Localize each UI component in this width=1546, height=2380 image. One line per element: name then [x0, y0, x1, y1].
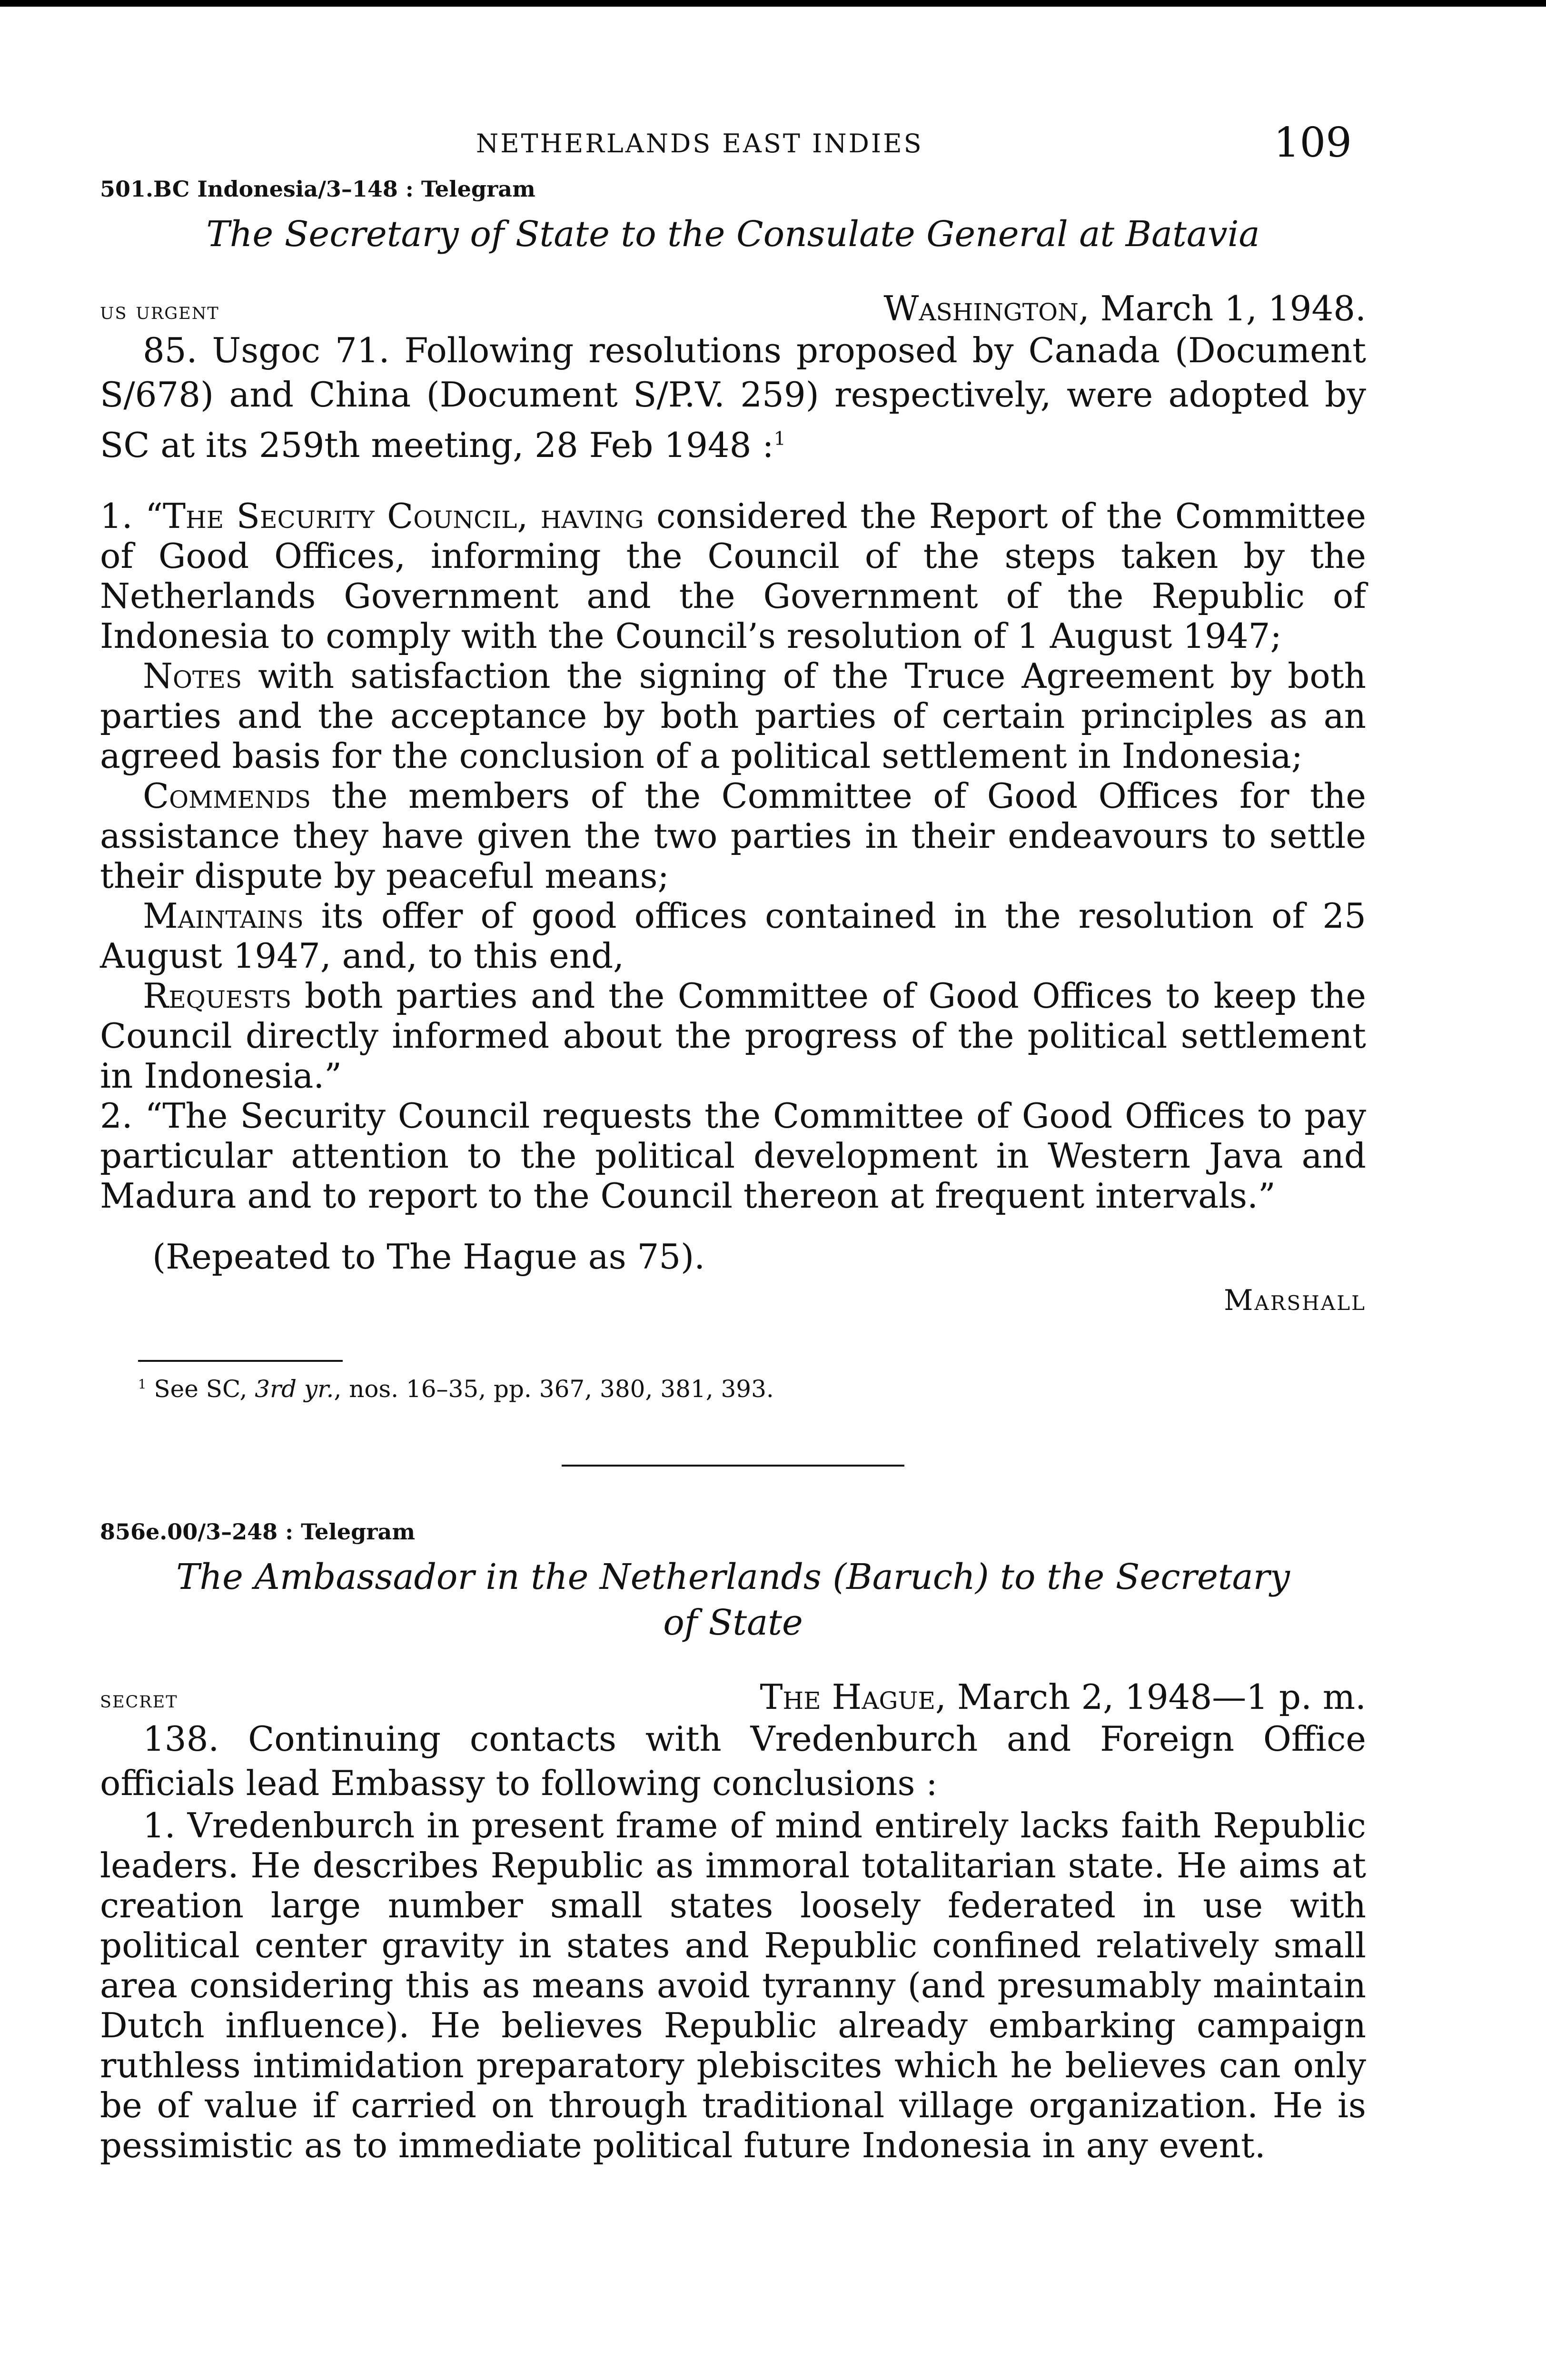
resolution-paragraph: [100, 896, 1366, 976]
telegram-2-dateline: [100, 1669, 1366, 1717]
telegram-1-heading: The Secretary of State to the Consulate General at Batavia: [206, 214, 1260, 255]
footnote-prefix: See SC,: [154, 1375, 248, 1403]
running-head: [100, 119, 1366, 176]
telegram-2-heading-line-2: of State: [663, 1602, 803, 1643]
resolution-text: with satisfaction the signing of the Truce Agreement by both parties and the acceptance by both parties of certain principles as an agreed basis for the conclusion of a political settlement in Indonesia;: [100, 656, 1366, 776]
resolution-paragraph: [100, 776, 1366, 896]
telegram-1-dateline: [100, 281, 1366, 328]
telegram-2-paragraph-1: 138. Continuing contacts with Vredenburch and Foreign Office officials lead Embassy to following conclusions :: [100, 1719, 1366, 1803]
section-divider: [562, 1465, 904, 1467]
telegram-1-intro-text: 85. Usgoc 71. Following resolutions proposed by Canada (Document S/678) and China (Document S/P.V. 259) respectively, were adopted by SC at its 259th meeting, 28 Feb 1948 :: [100, 330, 1366, 465]
resolution-text: the members of the Committee of Good Offices for the assistance they have given the two parties in their endeavours to settle their dispute by peaceful means;: [100, 776, 1366, 896]
resolution-2-paragraph: 2. “The Security Council requests the Committee of Good Offices to pay particular attention to the political development in Western Java and Madura and to report to the Council thereon at frequent intervals.”: [100, 1096, 1366, 1216]
footnote-rule: [138, 1360, 343, 1362]
telegram-1-intro: [100, 328, 1366, 467]
telegram-2-paragraph-2: 1. Vredenburch in present frame of mind entirely lacks faith Republic leaders. He describes Republic as immoral totalitarian state. He aims at creation large number small states loosely federated in use with political center gravity in states and Republic confined relatively small area considering this as means avoid tyranny (and presumably maintain Dutch influence). He believes Republic already embarking campaign ruthless intimidation preparatory plebiscites which he believes can only be of value if carried on through traditional village organization. He is pessimistic as to immediate political future Indonesia in any event.: [100, 1805, 1366, 2165]
telegram-2-reference: 856e.00/3–248 : Telegram: [100, 1519, 415, 1545]
telegram-1-reference: 501.BC Indonesia/3–148 : Telegram: [100, 176, 535, 202]
footnote-italic: 3rd yr.: [255, 1375, 334, 1403]
telegram-2-heading-line-1: The Ambassador in the Netherlands (Baruch) to the Secretary: [176, 1557, 1290, 1597]
resolution-text: its offer of good offices contained in the resolution of 25 August 1947, and, to this end,: [100, 896, 1366, 976]
telegram-2: [100, 1519, 1366, 2165]
page-number: 109: [1273, 119, 1352, 167]
footnote-rest: , nos. 16–35, pp. 367, 380, 381, 393.: [334, 1375, 774, 1403]
telegram-1-date: March 1, 1948.: [1100, 288, 1366, 328]
telegram-2-place-date: [760, 1677, 1366, 1717]
resolution-lead: 1. “The Security Council, having: [100, 496, 644, 536]
document-page: [100, 119, 1366, 2165]
telegram-1-place-date: [883, 288, 1366, 328]
resolution-lead: Notes: [143, 656, 242, 696]
footnote: [138, 1375, 1366, 1403]
resolution-lead: Maintains: [143, 896, 304, 936]
resolution-lead: Commends: [143, 776, 311, 816]
resolution-block: [100, 496, 1366, 1216]
signature: Marshall: [1224, 1284, 1366, 1317]
resolution-paragraph: [100, 976, 1366, 1096]
top-edge-rule: [0, 0, 1546, 7]
resolution-text: considered the Report of the Committee of Good Offices, informing the Council of the steps taken by the Netherlands Government and the Government of the Republic of Indonesia to comply with the Council’s resolution of 1 August 1947;: [100, 496, 1366, 656]
resolution-paragraph: [100, 656, 1366, 776]
telegram-2-date: March 2, 1948—1 p. m.: [957, 1677, 1366, 1717]
telegram-2-classification: secret: [100, 1686, 178, 1713]
running-title: NETHERLANDS EAST INDIES: [476, 129, 923, 159]
repeated-note: (Repeated to The Hague as 75).: [152, 1237, 705, 1277]
telegram-2-heading: [100, 1554, 1366, 1646]
resolution-text: both parties and the Committee of Good Offices to keep the Council directly informed about the progress of the political settlement in Indonesia.”: [100, 976, 1366, 1096]
telegram-1-classification: us urgent: [100, 297, 219, 325]
resolution-paragraph: [100, 496, 1366, 656]
footnote-reference: 1: [773, 428, 786, 450]
resolution-lead: Requests: [143, 976, 292, 1016]
footnote-mark: 1: [138, 1377, 147, 1392]
telegram-1: [100, 176, 1366, 1403]
telegram-2-place: The Hague,: [760, 1677, 946, 1717]
telegram-1-place: Washington,: [883, 288, 1090, 328]
